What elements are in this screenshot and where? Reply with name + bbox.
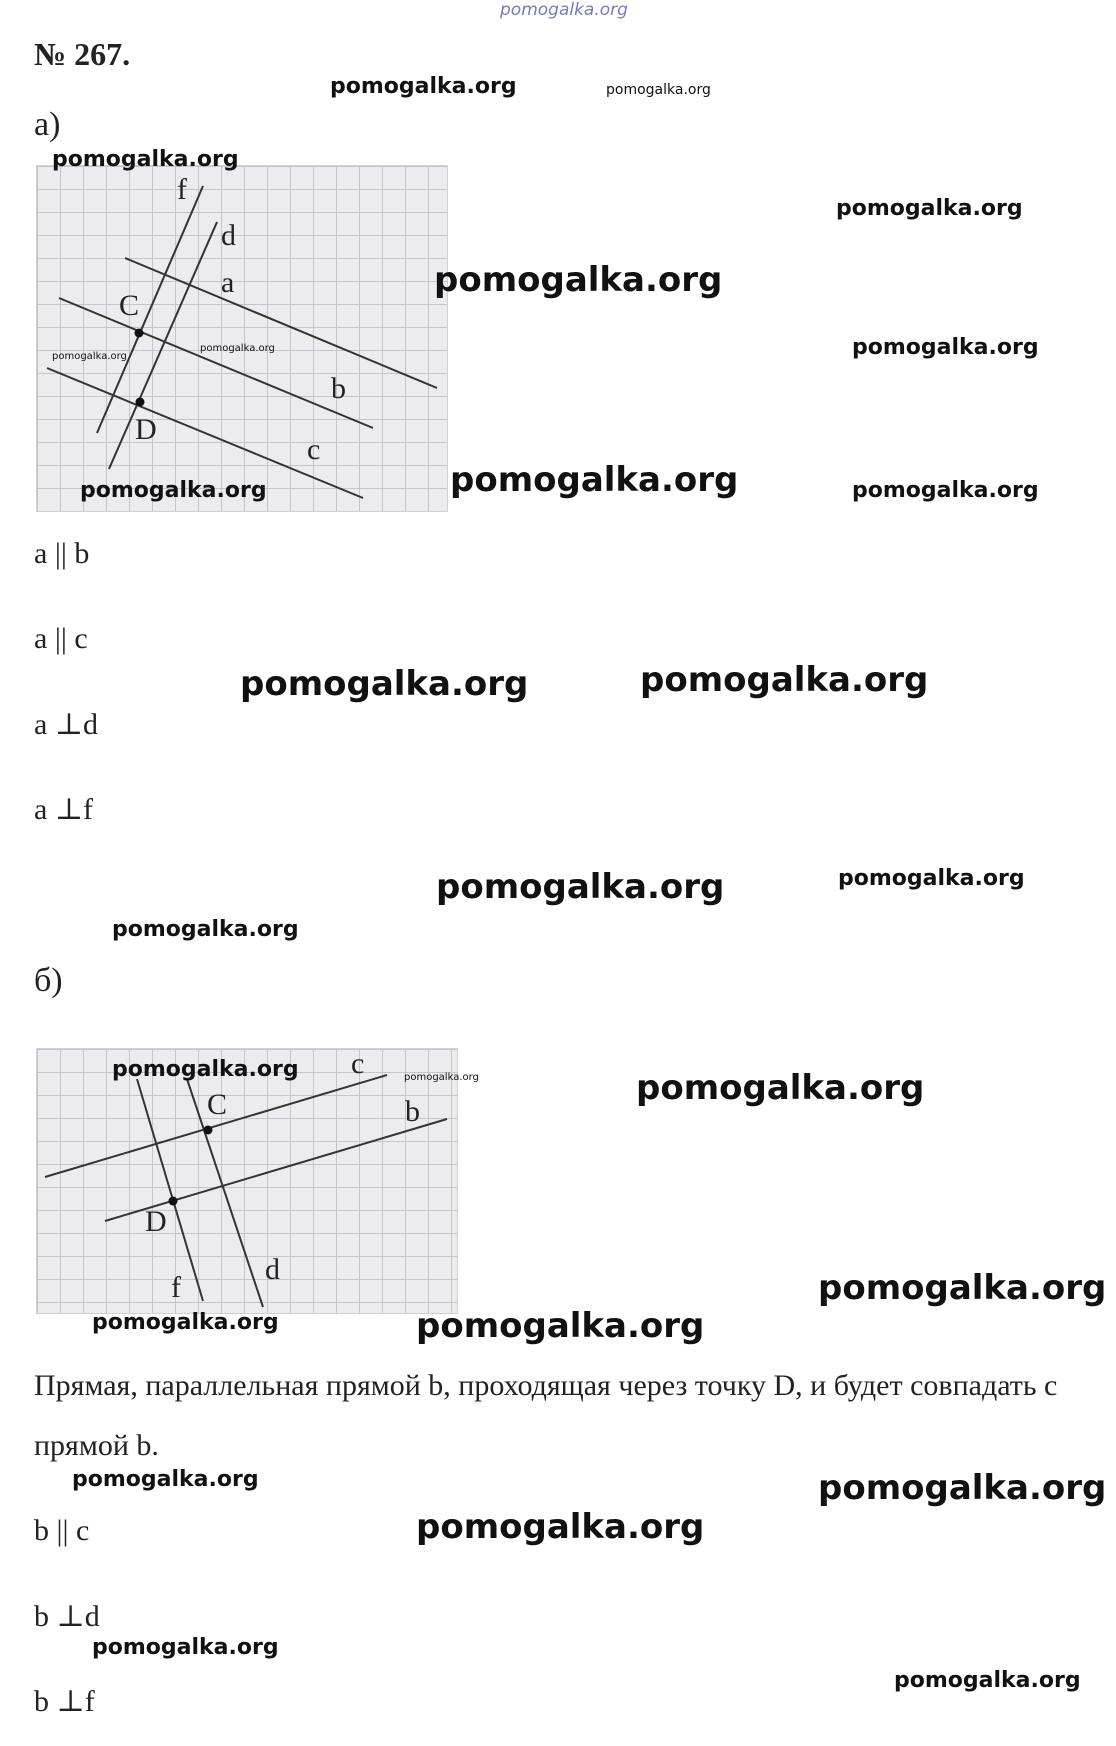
label-point-d: D — [145, 1205, 167, 1238]
figure-a — [36, 165, 448, 512]
label-c: c — [307, 433, 321, 466]
watermark-top: pomogalka.org — [500, 0, 628, 20]
watermark: pomogalka.org — [112, 1057, 299, 1082]
label-point-c: C — [207, 1088, 228, 1121]
watermark: pomogalka.org — [852, 335, 1039, 360]
watermark: pomogalka.org — [112, 917, 299, 942]
watermark: pomogalka.org — [80, 478, 267, 503]
label-f: f — [177, 173, 187, 206]
label-f: f — [171, 1271, 181, 1304]
watermark: pomogalka.org — [852, 478, 1039, 503]
watermark: pomogalka.org — [894, 1668, 1081, 1693]
watermark: pomogalka.org — [416, 1306, 705, 1346]
relation-a-2: a || c — [34, 622, 88, 655]
relation-b-1: b || c — [34, 1514, 90, 1547]
watermark: pomogalka.org — [92, 1635, 279, 1660]
line-f — [137, 1079, 203, 1301]
relation-a-4: a ⊥f — [34, 793, 94, 826]
watermark: pomogalka.org — [636, 1068, 925, 1108]
watermark: pomogalka.org — [52, 147, 239, 172]
label-d: d — [221, 219, 236, 252]
label-b: b — [405, 1095, 420, 1128]
problem-number: № 267. — [34, 36, 131, 72]
label-point-d: D — [135, 413, 157, 446]
watermark: pomogalka.org — [838, 866, 1025, 891]
watermark: pomogalka.org — [436, 867, 725, 907]
watermark: pomogalka.org — [404, 1072, 479, 1083]
relation-b-3: b ⊥f — [34, 1685, 95, 1718]
part-a-label: а) — [34, 106, 61, 143]
label-a: a — [221, 266, 235, 299]
watermark: pomogalka.org — [640, 660, 929, 700]
watermark: pomogalka.org — [240, 664, 529, 704]
label-d: d — [265, 1253, 280, 1286]
point-d — [169, 1197, 178, 1206]
relation-a-3: a ⊥d — [34, 708, 99, 741]
label-b: b — [331, 372, 346, 405]
figure-b — [36, 1048, 458, 1314]
watermark: pomogalka.org — [818, 1268, 1107, 1308]
watermark: pomogalka.org — [818, 1468, 1107, 1508]
watermark: pomogalka.org — [72, 1467, 259, 1492]
watermark: pomogalka.org — [330, 74, 517, 99]
watermark: pomogalka.org — [416, 1507, 705, 1547]
point-c — [204, 1126, 213, 1135]
watermark: pomogalka.org — [200, 343, 275, 354]
watermark: pomogalka.org — [450, 460, 739, 500]
relation-b-2: b ⊥d — [34, 1600, 100, 1633]
figure-a-drawing — [37, 166, 447, 511]
part-b-label: б) — [34, 962, 63, 999]
line-b — [59, 298, 373, 428]
watermark: pomogalka.org — [52, 351, 127, 362]
label-point-c: C — [119, 289, 140, 322]
point-c — [135, 329, 144, 338]
watermark: pomogalka.org — [606, 82, 711, 98]
watermark: pomogalka.org — [92, 1310, 279, 1335]
relation-a-1: a || b — [34, 537, 90, 570]
watermark: pomogalka.org — [836, 196, 1023, 221]
watermark: pomogalka.org — [434, 260, 723, 300]
point-d — [136, 398, 145, 407]
label-c: c — [351, 1049, 365, 1080]
figure-b-drawing — [37, 1049, 457, 1313]
part-b-statement: Прямая, параллельная прямой b, проходящая через точку D, и будет совпадать с прямой b. — [34, 1369, 1058, 1462]
